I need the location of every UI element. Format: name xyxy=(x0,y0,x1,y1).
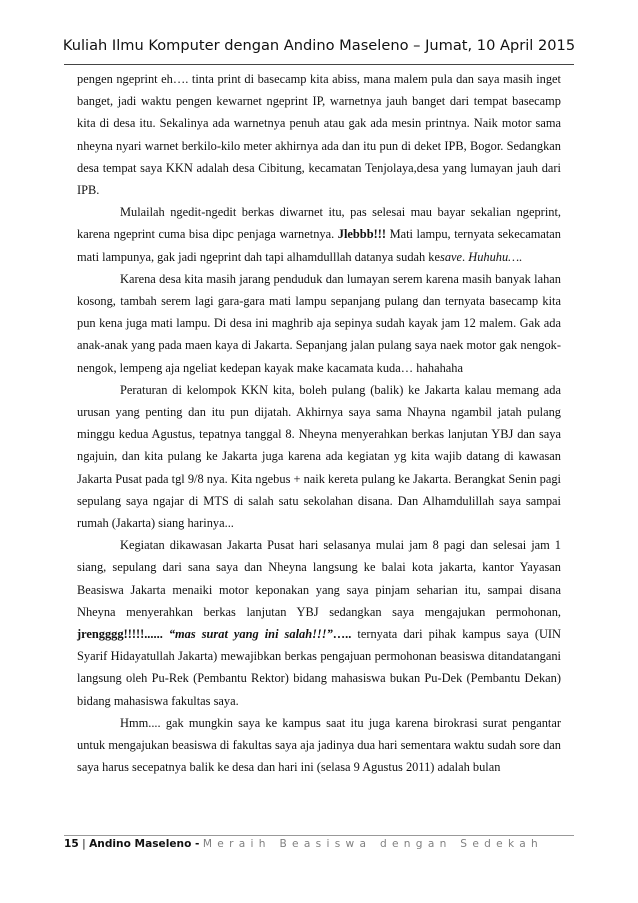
paragraph-text: pengen ngeprint eh…. tinta print di basecamp kita abiss, mana malem pula dan saya masih inget banget, jadi waktu pengen kewarnet ngeprint IP, warnetnya jauh banget dari tempat basecamp kita di desa itu. Sekalinya ada warnetnya penuh atau gak ada mesin printnya. Naik motor sama nheyna nyari warnet berkilo-kilo meter akhirnya ada dan itu pun di deket IPB, Bogor. Sedangkan desa tempat saya KKN adalah desa Cibitung, kecamatan Tenjolaya,desa yang lumayan jauh dari IPB. xyxy=(77,72,561,198)
paragraph-text: Hmm.... gak mungkin saya ke kampus saat itu juga karena birokrasi surat pengantar untuk mengajukan beasiswa di fakultas saya aja jadinya dua hari sementara waktu sudah sore dan saya harus secepatnya balik ke desa dan hari ini (selasa 9 Agustus 2011) adalah bulan xyxy=(77,715,561,775)
paragraph xyxy=(77,534,561,712)
paragraph-text: . xyxy=(462,249,469,264)
footer-tagline: Meraih Beasiswa dengan Sedekah xyxy=(202,838,544,850)
body-text xyxy=(77,68,561,779)
running-header: Kuliah Ilmu Komputer dengan Andino Maseleno – Jumat, 10 April 2015 xyxy=(62,37,576,54)
footer-author: Andino Maseleno - xyxy=(89,838,200,850)
paragraph-text: Mulailah ngedit-ngedit berkas diwarnet itu, pas selesai mau bayar sekalian ngeprint, karena ngeprint cuma bisa dipc penjaga warnetnya. xyxy=(77,205,561,242)
paragraph xyxy=(77,201,561,268)
paragraph-text: Peraturan di kelompok KKN kita, boleh pulang (balik) ke Jakarta kalau memang ada urusan yang penting dan itu pun dijatah. Akhirnya saya sama Nhayna ngambil jatah pulang minggu kedua Agustus, tepatnya tanggal 8. Nheyna menyerahkan berkas lanjutan YBJ dan saya ngajuin, dan kita pulang ke Jakarta juga karena ada kegiatan yg kita wajib datang di kawasan Jakarta Pusat pada tgl 9/8 nya. Kita ngebus + naik kereta pulang ke Jakarta. Berangkat Senin pagi sepulang saya ngajar di MTS di salah satu sekolahan disana. Dan Alhamdulillah saya sampai rumah (Jakarta) siang harinya... xyxy=(77,382,561,531)
footer-separator: | xyxy=(82,838,86,850)
paragraph-text: Karena desa kita masih jarang penduduk dan lumayan serem karena masih banyak lahan kosong, tambah serem lagi gara-gara mati lampu sepanjang pulang dan ternyata basecamp kita pun kena juga mati lampu. Di desa ini maghrib aja sepinya sudah kayak jam 12 malem. Gak ada anak-anak yang pada maen kaya di Jakarta. Sepanjang jalan pulang saya naek motor gak nengok-nengok, lempeng aja ngeliat kedepan kayak make kacamata kuda… hahahaha xyxy=(77,271,561,375)
emphasis-text: jrengggg!!!!!...... xyxy=(77,627,169,642)
paragraph xyxy=(77,268,561,379)
page-number: 15 xyxy=(64,838,79,850)
paragraph-text: Mati lampu, ternyata sekecamatan mati lampunya, gak jadi ngeprint dah tapi alhamdulllah datanya sudah ke xyxy=(77,227,561,264)
running-footer xyxy=(64,838,543,850)
paragraph xyxy=(77,712,561,779)
emphasis-text: Huhuhu…. xyxy=(468,249,523,264)
emphasis-text: “mas surat yang ini salah!!!” xyxy=(168,627,333,642)
header-divider xyxy=(64,64,574,65)
paragraph-text: Kegiatan dikawasan Jakarta Pusat hari selasanya mulai jam 8 pagi dan selesai jam 1 siang, sepulang dari sana saya dan Nheyna langsung ke balai kota jakarta, kantor Yayasan Beasiswa Jakarta menaiki motor keponakan yang saya pinjam seharian itu, sampai disana Nheyna menyerahkan berkas lanjutan YBJ sedangkan saya mengajukan permohonan, xyxy=(77,538,561,619)
paragraph xyxy=(77,68,561,201)
paragraph xyxy=(77,379,561,534)
footer-divider xyxy=(64,835,574,836)
emphasis-text: save xyxy=(440,249,463,264)
emphasis-text: Jlebbb!!! xyxy=(337,227,386,242)
emphasis-text: ….. xyxy=(332,627,352,642)
paragraph-text: ternyata dari pihak kampus saya (UIN Syarif Hidayatullah Jakarta) mewajibkan berkas pengajuan permohonan beasiswa ditandatangani langsung oleh Pu-Rek (Pembantu Rektor) bidang mahasiswa bukan Pu-Dek (Pembantu Dekan) bidang mahasiswa fakultas saya. xyxy=(77,627,561,708)
